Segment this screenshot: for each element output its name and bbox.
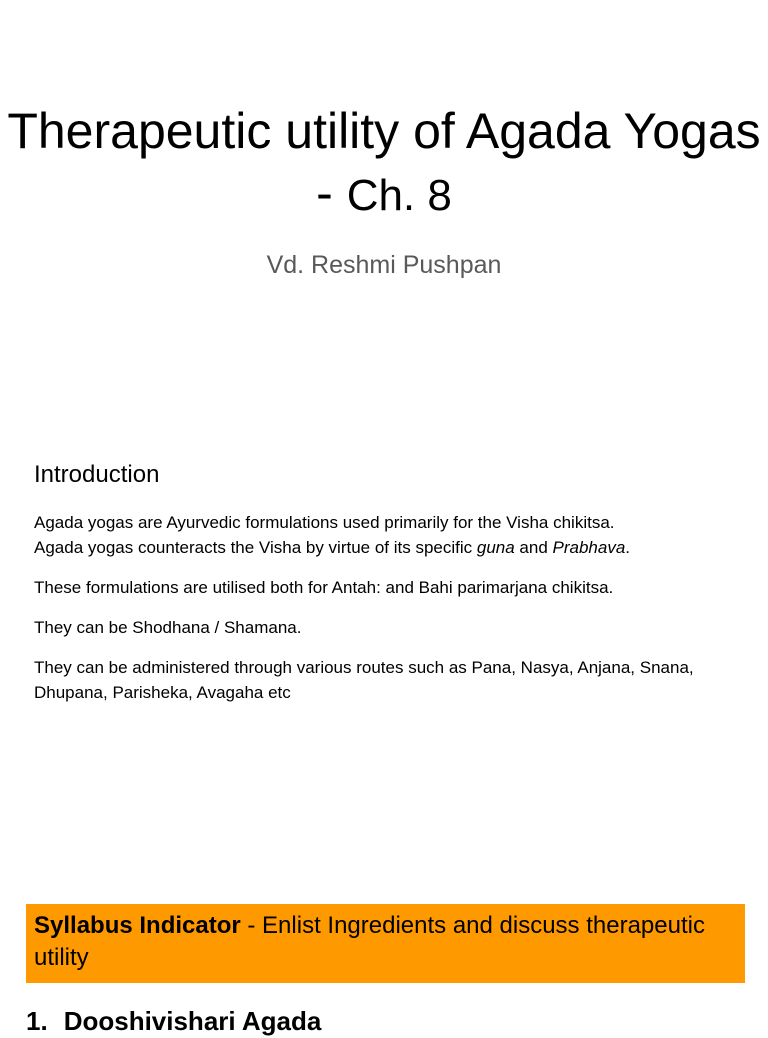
prabhava-term: Prabhava [552, 538, 626, 557]
title-slide [0, 0, 768, 430]
introduction-section [34, 458, 734, 720]
guna-term: guna [476, 538, 515, 557]
intro-p1-line2: Agada yogas counteracts the Visha by virtue of its specific [34, 538, 477, 557]
chapter-label: Ch. 8 [346, 171, 452, 220]
intro-paragraph-3: They can be Shodhana / Shamana. [34, 618, 302, 637]
intro-paragraph-4: They can be administered through various routes such as Pana, Nasya, Anjana, Snana, Dhupana, Parisheka, Avagaha etc [34, 658, 694, 702]
intro-p1-line1: Agada yogas are Ayurvedic formulations used primarily for the Visha chikitsa. [34, 513, 615, 532]
syllabus-text: - Enlist Ingredients and discuss therapeutic utility [34, 912, 705, 971]
section-title: Dooshivishari Agada [63, 1006, 322, 1036]
intro-paragraph-2: These formulations are utilised both for Antah: and Bahi parimarjana chikitsa. [34, 578, 614, 597]
title-main: Therapeutic utility of Agada Yogas - [7, 103, 761, 221]
page-title [0, 100, 768, 227]
intro-p1-end: . [625, 538, 631, 557]
intro-p1-and: and [514, 538, 553, 557]
syllabus-label: Syllabus Indicator [34, 912, 241, 939]
introduction-heading: Introduction [34, 461, 160, 488]
section-number: 1. [26, 1006, 48, 1036]
intro-paragraph-1 [34, 510, 734, 560]
syllabus-indicator-box [26, 904, 745, 983]
author-name: Vd. Reshmi Pushpan [266, 251, 502, 279]
section-heading [26, 1004, 321, 1038]
